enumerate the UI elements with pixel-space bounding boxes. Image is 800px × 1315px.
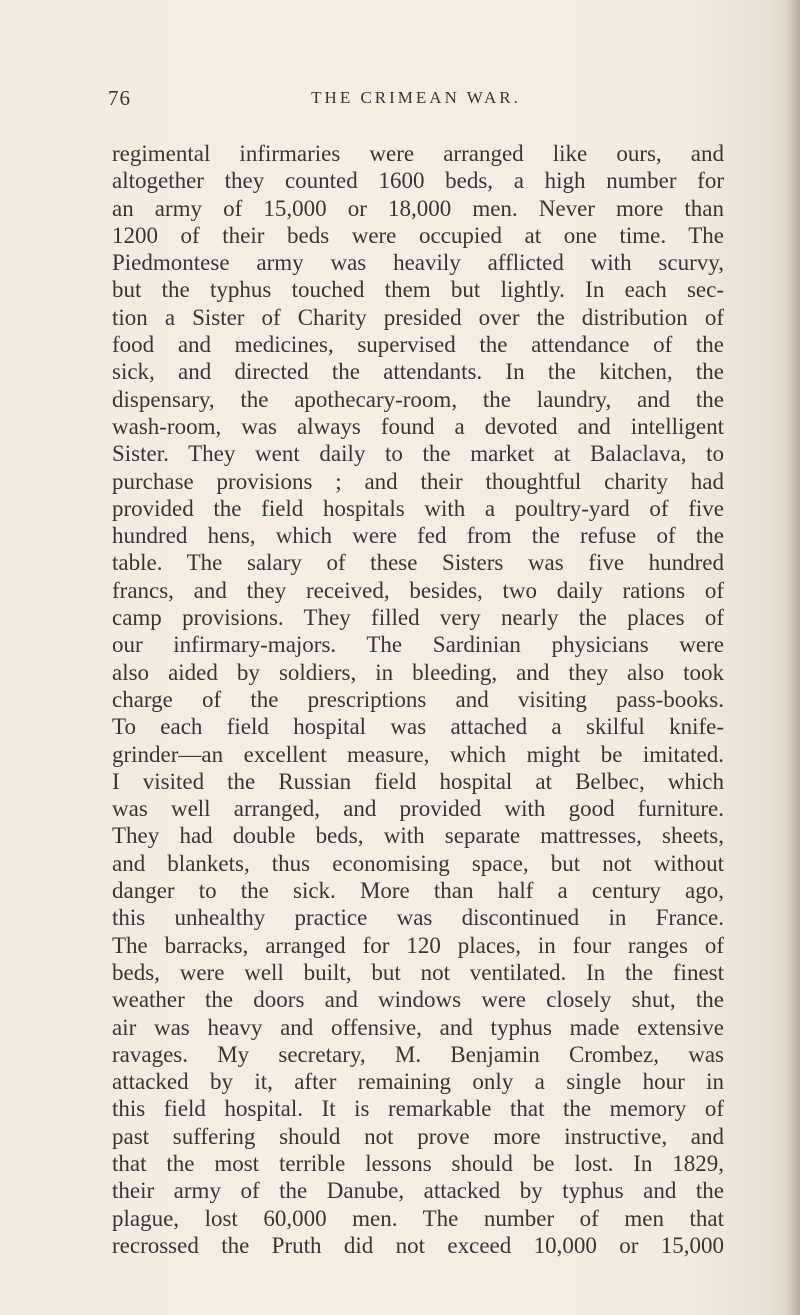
text-line: an army of 15,000 or 18,000 men. Never more than [112, 195, 724, 221]
text-line: They had double beds, with separate mattresses, sheets, [112, 823, 724, 849]
text-line: this unhealthy practice was discontinued in France. [112, 905, 724, 931]
text-line: that the most terrible lessons should be lost. In 1829, [112, 1150, 724, 1176]
text-line: grinder—an excellent measure, which might be imitated. [112, 741, 724, 767]
body-text [112, 140, 724, 1259]
text-line: danger to the sick. More than half a century ago, [112, 878, 724, 904]
text-line: tion a Sister of Charity presided over the distribution of [112, 304, 724, 330]
text-line: also aided by soldiers, in bleeding, and they also took [112, 659, 724, 685]
text-line: regimental infirmaries were arranged like ours, and [112, 141, 724, 166]
text-line: beds, were well built, but not ventilated. In the finest [112, 959, 724, 985]
text-line: but the typhus touched them but lightly. In each sec- [112, 277, 724, 303]
text-line: table. The salary of these Sisters was five hundred [112, 550, 724, 576]
page-edge-shadow [786, 0, 800, 1315]
text-line: Sister. They went daily to the market at Balaclava, to [112, 441, 724, 467]
text-line: weather the doors and windows were closely shut, the [112, 987, 724, 1013]
text-line: provided the field hospitals with a poultry-yard of five [112, 495, 724, 521]
text-line: wash-room, was always found a devoted and intelligent [112, 413, 724, 439]
text-line: plague, lost 60,000 men. The number of men that [112, 1205, 724, 1231]
text-line: was well arranged, and provided with good furniture. [112, 796, 724, 822]
text-line: Piedmontese army was heavily afflicted with scurvy, [112, 250, 724, 276]
text-line: past suffering should not prove more instructive, and [112, 1123, 724, 1149]
text-line: camp provisions. They filled very nearly the places of [112, 605, 724, 631]
page-header [108, 86, 724, 112]
text-line: To each field hospital was attached a skilful knife- [112, 714, 724, 740]
text-line: francs, and they received, besides, two daily rations of [112, 577, 724, 603]
text-line: 1200 of their beds were occupied at one time. The [112, 222, 724, 248]
text-line: charge of the prescriptions and visiting pass-books. [112, 686, 724, 712]
text-line: recrossed the Pruth did not exceed 10,000 or 15,000 [112, 1232, 724, 1258]
text-line: hundred hens, which were fed from the refuse of the [112, 523, 724, 549]
text-line: air was heavy and offensive, and typhus made extensive [112, 1014, 724, 1040]
text-line: sick, and directed the attendants. In the kitchen, the [112, 359, 724, 385]
text-line: and blankets, thus economising space, but not without [112, 850, 724, 876]
text-line: I visited the Russian field hospital at Belbec, which [112, 768, 724, 794]
text-line: their army of the Danube, attacked by typhus and the [112, 1178, 724, 1204]
text-line: attacked by it, after remaining only a single hour in [112, 1069, 724, 1095]
text-line: The barracks, arranged for 120 places, in four ranges of [112, 932, 724, 958]
text-line: purchase provisions ; and their thoughtful charity had [112, 468, 724, 494]
text-line: food and medicines, supervised the attendance of the [112, 332, 724, 358]
text-line: ravages. My secretary, M. Benjamin Crombez, was [112, 1041, 724, 1067]
text-line: our infirmary-majors. The Sardinian physicians were [112, 632, 724, 658]
page-number: 76 [108, 86, 131, 110]
text-line: dispensary, the apothecary-room, the laundry, and the [112, 386, 724, 412]
text-line: this field hospital. It is remarkable that the memory of [112, 1096, 724, 1122]
running-title: THE CRIMEAN WAR. [311, 88, 521, 107]
text-line: altogether they counted 1600 beds, a high number for [112, 168, 724, 194]
